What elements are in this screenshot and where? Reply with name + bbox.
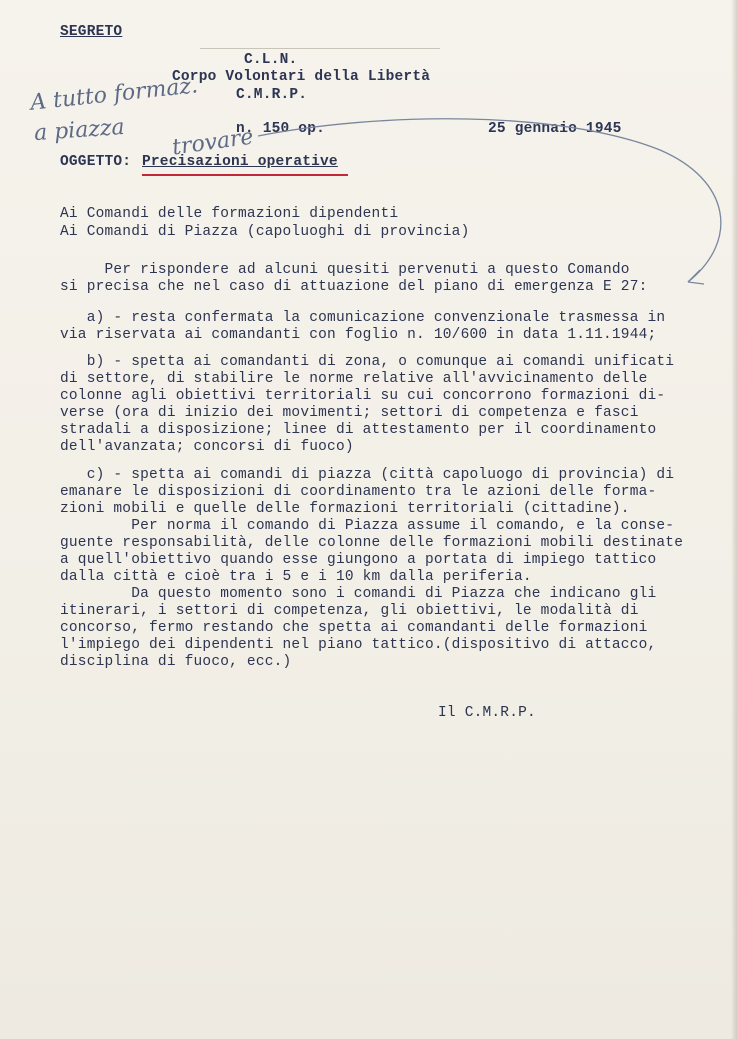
para-b-line: dell'avanzata; concorsi di fuoco)	[60, 439, 354, 455]
para-c-line: a quell'obiettivo quando esse giungono a portata di impiego tattico	[60, 552, 657, 568]
para-c-line: itinerari, i settori di competenza, gli obiettivi, le modalità di	[60, 603, 639, 619]
para-a-line: via riservata ai comandanti con foglio n. 10/600 in data 1.11.1944;	[60, 327, 657, 343]
para-b-line: verse (ora di inizio dei movimenti; settori di competenza e fasci	[60, 405, 639, 421]
para-c-line: Per norma il comando di Piazza assume il comando, e la conse-	[60, 518, 675, 534]
org-line-cmrp: C.M.R.P.	[236, 87, 308, 103]
para-b-line: colonne agli obiettivi territoriali su cui concorrono formazioni di-	[60, 388, 666, 404]
subject-label: OGGETTO:	[60, 154, 132, 170]
recipient-line: Ai Comandi di Piazza (capoluoghi di provincia)	[60, 224, 470, 240]
para-c-line: emanare le disposizioni di coordinamento tra le azioni delle forma-	[60, 484, 657, 500]
para-c-line: c) - spetta ai comandi di piazza (città capoluogo di provincia) di	[60, 467, 675, 483]
handwritten-note-piazza: a piazza	[33, 114, 126, 147]
intro-line: si precisa che nel caso di attuazione del piano di emergenza E 27:	[60, 279, 648, 295]
signature: Il C.M.R.P.	[438, 705, 536, 721]
classification-label: SEGRETO	[60, 24, 123, 40]
para-c-line: guente responsabilità, delle colonne delle formazioni mobili destinate	[60, 535, 684, 551]
org-line-cvl: Corpo Volontari della Libertà	[172, 69, 431, 85]
para-c-line: concorso, fermo restando che spetta ai comandanti delle formazioni	[60, 620, 648, 636]
protocol-number: n. 150 op.	[236, 121, 326, 137]
para-a-line: a) - resta confermata la comunicazione convenzionale trasmessa in	[60, 310, 666, 326]
subject-text: Precisazioni operative	[142, 154, 338, 170]
para-b-line: b) - spetta ai comandanti di zona, o comunque ai comandi unificati	[60, 354, 675, 370]
handwritten-note-trovare: trovare	[170, 124, 256, 161]
para-c-line: dalla città e cioè tra i 5 e i 10 km dalla periferia.	[60, 569, 532, 585]
document-date: 25 gennaio 1945	[488, 121, 622, 137]
intro-line: Per rispondere ad alcuni quesiti pervenuti a questo Comando	[60, 262, 630, 278]
para-c-line: Da questo momento sono i comandi di Piazza che indicano gli	[60, 586, 657, 602]
recipient-line: Ai Comandi delle formazioni dipendenti	[60, 206, 399, 222]
org-line-cln: C.L.N.	[244, 52, 298, 68]
para-c-line: disciplina di fuoco, ecc.)	[60, 654, 292, 670]
para-c-line: zioni mobili e quelle delle formazioni territoriali (cittadine).	[60, 501, 630, 517]
para-b-line: stradali a disposizione; linee di attestamento per il coordinamento	[60, 422, 657, 438]
para-b-line: di settore, di stabilire le norme relative all'avvicinamento delle	[60, 371, 648, 387]
handwritten-note-formaz: A tutto formaz.	[29, 73, 200, 116]
para-c-line: l'impiego dei dipendenti nel piano tattico.(dispositivo di attacco,	[60, 637, 657, 653]
